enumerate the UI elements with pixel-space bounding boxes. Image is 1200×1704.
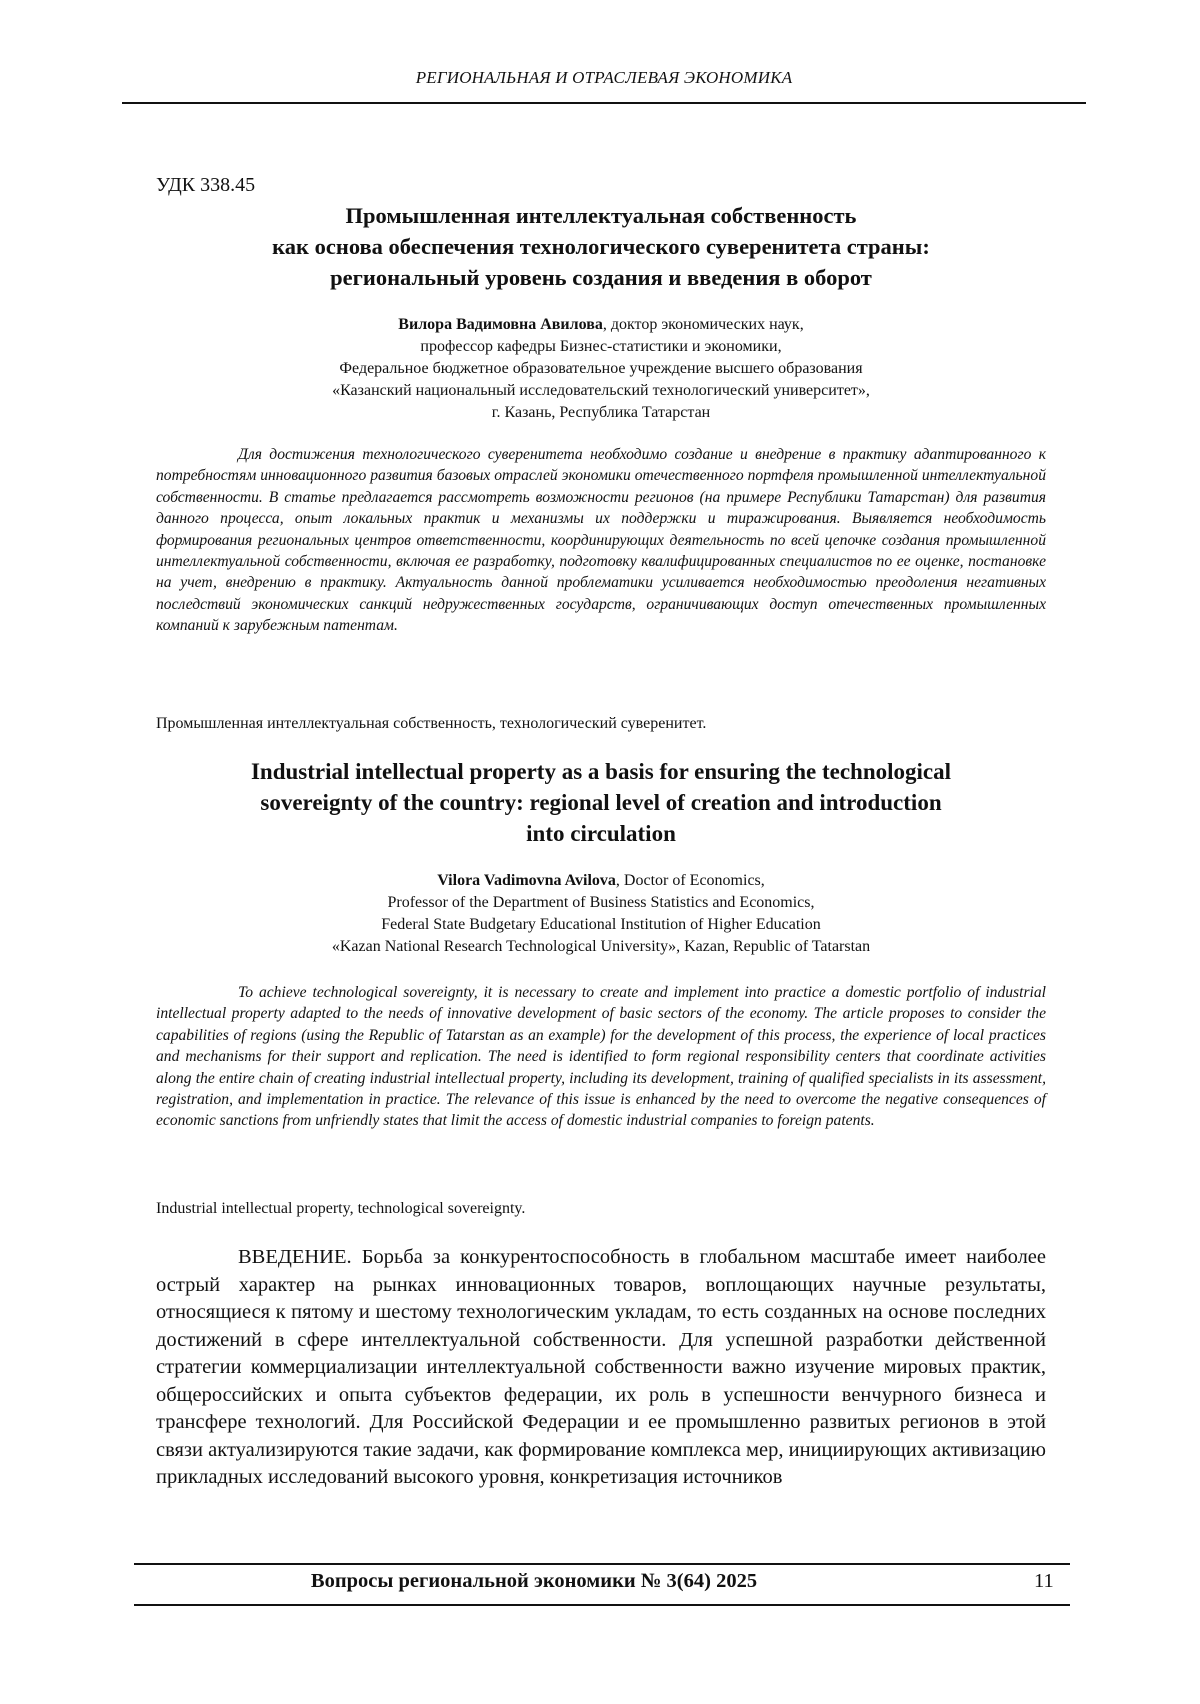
author-name-ru: Вилора Вадимовна Авилова	[398, 316, 603, 333]
title-ru-line: как основа обеспечения технологического суверенитета страны:	[272, 234, 930, 259]
keywords-ru: Промышленная интеллектуальная собственность, технологический суверенитет.	[156, 715, 707, 732]
author-affiliation-line: «Kazan National Research Technological University», Kazan, Republic of Tatarstan	[331, 938, 871, 955]
udk-code: УДК 338.45	[156, 174, 256, 196]
footer-journal-title: Вопросы региональной экономики № 3(64) 2025	[310, 1570, 758, 1592]
title-en-line: Industrial intellectual property as a basis for ensuring the technological	[250, 759, 952, 784]
abstract-ru: Для достижения технологического суверенитета необходимо создание и внедрение в практику адаптированного к потребностям инновационного развития базовых отраслей экономики отечественного портфеля промышленной интеллектуальной собственности. В статье предлагается рассмотреть возможности регионов (на примере Республики Татарстан) для развития данного процесса, опыт локальных практик и механизмы их поддержки и тиражирования. Выявляется необходимость формирования региональных центров ответственности, координирующих деятельность по всей цепочке создания промышленной интеллектуальной собственности, включая ее разработку, подготовку квалифицированных специалистов по ее оценке, постановке на учет, внедрению в практику. Актуальность данной проблематики усиливается необходимостью преодоления негативных последствий экономических санкций недружественных государств, ограничивающих доступ отечественных промышленных компаний к зарубежным патентам.	[156, 446, 1046, 635]
body-paragraph: ВВЕДЕНИЕ. Борьба за конкурентоспособность в глобальном масштабе имеет наиболее острый характер на рынках инновационных товаров, воплощающих научные результаты, относящиеся к пятому и шестому технологическим укладам, то есть созданных на основе последних достижений в сфере интеллектуальной собственности. Для успешной разработки действенной стратегии коммерциализации интеллектуальной собственности важно изучение мировых практик, общероссийских и опыта субъектов федерации, их роль в успешности венчурного бизнеса и трансфере технологий. Для Российской Федерации и ее промышленно развитых регионов в этой связи актуализируются такие задачи, как формирование комплекса мер, инициирующих активизацию прикладных исследований высокого уровня, конкретизация источников	[156, 1246, 1046, 1488]
author-affiliation-line: Professor of the Department of Business Statistics and Economics,	[387, 894, 815, 911]
author-name-en: Vilora Vadimovna Avilova	[437, 872, 616, 889]
author-line-ru	[156, 314, 1046, 336]
header-rule	[122, 102, 1086, 104]
page-number: 11	[1034, 1570, 1054, 1592]
author-info-ru	[156, 314, 1046, 424]
title-en-line: into circulation	[526, 821, 676, 846]
author-affiliation-line: Federal State Budgetary Educational Institution of Higher Education	[381, 916, 821, 933]
author-affiliation-line: профессор кафедры Бизнес-статистики и экономики,	[420, 338, 782, 355]
article-title-ru	[156, 200, 1046, 293]
title-en-line: sovereignty of the country: regional level of creation and introduction	[260, 790, 942, 815]
footer-rule-bottom	[134, 1604, 1070, 1606]
running-header: РЕГИОНАЛЬНАЯ И ОТРАСЛЕВАЯ ЭКОНОМИКА	[415, 68, 793, 87]
title-ru-line: Промышленная интеллектуальная собственность	[345, 203, 857, 228]
abstract-en: To achieve technological sovereignty, it is necessary to create and implement into practice a domestic portfolio of industrial intellectual property adapted to the needs of innovative development of basic sectors of the economy. The article proposes to consider the capabilities of regions (using the Republic of Tatarstan as an example) for the development of this process, the experience of local practices and mechanisms for their support and replication. The need is identified to form regional responsibility centers that coordinate activities along the entire chain of creating industrial intellectual property, including its development, training of qualified specialists in its assessment, registration, and implementation in practice. The relevance of this issue is enhanced by the need to overcome the negative consequences of economic sanctions from unfriendly states that limit the access of domestic industrial companies to foreign patents.	[156, 984, 1046, 1130]
keywords-en: Industrial intellectual property, technological sovereignty.	[156, 1200, 526, 1217]
author-affiliation-line: «Казанский национальный исследовательский технологический университет»,	[332, 382, 870, 399]
author-info-en	[156, 870, 1046, 958]
author-line-en	[156, 870, 1046, 892]
title-ru-line: региональный уровень создания и введения в оборот	[330, 265, 872, 290]
author-degree-ru: , доктор экономических наук,	[602, 316, 804, 333]
footer-rule-top	[134, 1563, 1070, 1565]
author-degree-en: , Doctor of Economics,	[615, 872, 765, 889]
article-title-en	[156, 756, 1046, 849]
author-affiliation-line: г. Казань, Республика Татарстан	[491, 404, 711, 421]
author-affiliation-line: Федеральное бюджетное образовательное учреждение высшего образования	[339, 360, 863, 377]
